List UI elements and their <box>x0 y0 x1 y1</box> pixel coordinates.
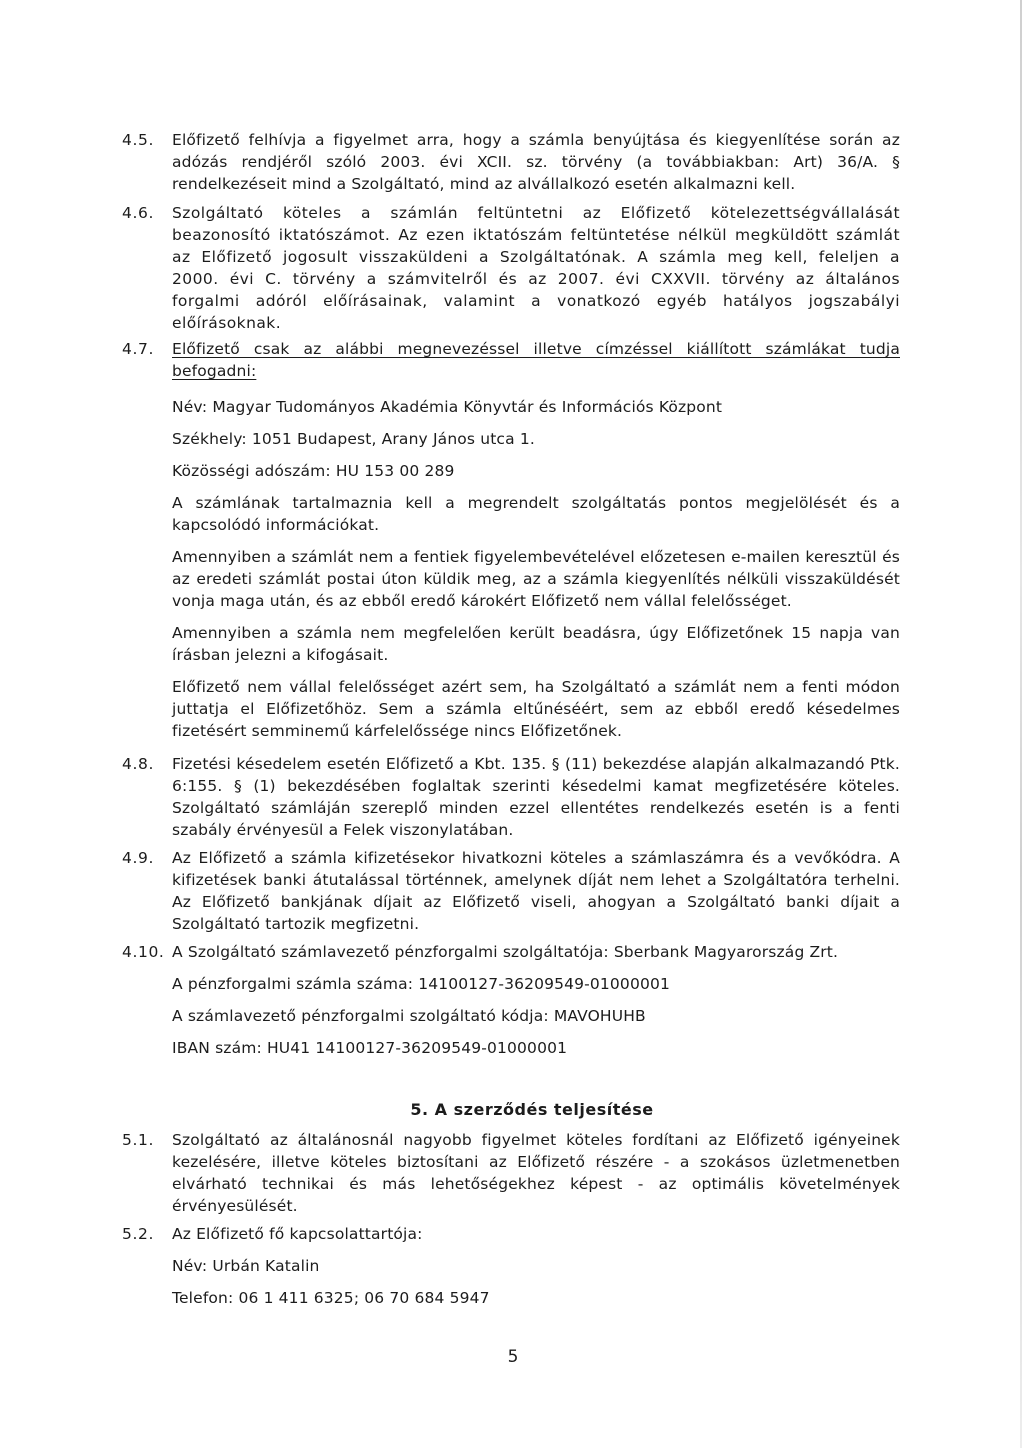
section-body <box>172 338 900 742</box>
invoice-address-intro: Előfizető csak az alábbi megnevezéssel illetve címzéssel kiállított számlákat tudja befogadni: <box>172 340 900 380</box>
account-number: A pénzforgalmi számla száma: 14100127-36209549-01000001 <box>172 975 670 993</box>
page-number-text: 5 <box>507 1347 519 1367</box>
section-body <box>172 941 900 1059</box>
paragraph: Előfizető felhívja a figyelmet arra, hogy a számla benyújtása és kiegyenlítése során az adózás rendjéről szóló 2003. évi XCII. sz. törvény (a továbbiakban: Art) 36/A. § rendelkezéseit mind a Szolgáltató, mind az alvállalkozó esetén alkalmazni kell. <box>172 131 900 193</box>
section-body <box>172 1129 900 1217</box>
section-number: 5.2. <box>122 1225 154 1243</box>
paragraph: Szolgáltató az általánosnál nagyobb figyelmet köteles fordítani az Előfizető igényeinek kezelésére, illetve köteles biztosítani az Előfizető részére - a szokásos üzletmenetben elvárható technikai és más lehetőségekhez képest - az optimális követelmények érvényesülését. <box>172 1131 900 1215</box>
paragraph: Amennyiben a számla nem megfelelően került beadásra, úgy Előfizetőnek 15 napja van írásban jelezni a kifogásait. <box>172 624 900 664</box>
paragraph: Az Előfizető a számla kifizetésekor hivatkozni köteles a számlaszámra és a vevőkódra. A kifizetések banki átutalással történnek, amelynek díját nem lehet a Szolgáltatóra terhelni. Az Előfizető bankjának díjait az Előfizető viseli, ahogyan a Szolgáltató banki díjait a Szolgáltató tartozik megfizetni. <box>172 849 900 933</box>
section-number: 4.10. <box>122 943 165 961</box>
paragraph: Fizetési késedelem esetén Előfizető a Kbt. 135. § (11) bekezdése alapján alkalmazandó Ptk. 6:155. § (1) bekezdésében foglaltak szerinti késedelmi kamat megfizetésére köteles. Szolgáltató számláján szereplő minden ezzel ellentétes rendelkezés esetén is a fenti szabály érvényesül a Felek viszonylatában. <box>172 755 900 839</box>
section-heading <box>0 1100 1024 1119</box>
section-body <box>172 129 900 195</box>
bank-provider: A Szolgáltató számlavezető pénzforgalmi szolgáltatója: Sberbank Magyarország Zrt. <box>172 943 839 961</box>
section-number: 4.8. <box>122 755 154 773</box>
invoice-name: Név: Magyar Tudományos Akadémia Könyvtár és Információs Központ <box>172 398 723 416</box>
section-number: 4.9. <box>122 849 154 867</box>
contact-intro: Az Előfizető fő kapcsolattartója: <box>172 1225 423 1243</box>
section-number: 4.5. <box>122 131 154 149</box>
paragraph: Előfizető nem vállal felelősséget azért sem, ha Szolgáltató a számlát nem a fenti módon juttatja el Előfizetőhöz. Sem a számla eltűnéséért, sem az ebből eredő késedelmes fizetésért semminemű kárfelelőssége nincs Előfizetőnek. <box>172 678 900 740</box>
section-body <box>172 1223 900 1309</box>
section-body <box>172 753 900 841</box>
section-number: 4.7. <box>122 340 154 358</box>
section-body <box>172 847 900 935</box>
section-number: 5.1. <box>122 1131 154 1149</box>
heading-text: 5. A szerződés teljesítése <box>410 1100 654 1119</box>
contact-name: Név: Urbán Katalin <box>172 1257 320 1275</box>
paragraph: Szolgáltató köteles a számlán feltüntetni az Előfizető kötelezettségvállalását beazonosító iktatószámot. Az ezen iktatószám feltüntetése nélkül megküldött számlát az Előfizető jogosult visszaküldeni a Szolgáltatónak. A számla meg kell, feleljen a 2000. évi C. törvény a számvitelről és az 2007. évi CXXVII. törvény az általános forgalmi adóról előírásainak, valamint a vonatkozó egyéb hatályos jogszabályi előírásoknak. <box>172 204 900 332</box>
invoice-tax-number: Közösségi adószám: HU 153 00 289 <box>172 462 455 480</box>
bank-code: A számlavezető pénzforgalmi szolgáltató kódja: MAVOHUHB <box>172 1007 646 1025</box>
iban: IBAN szám: HU41 14100127-36209549-01000001 <box>172 1039 568 1057</box>
page-number <box>0 1347 1024 1367</box>
invoice-seat: Székhely: 1051 Budapest, Arany János utca 1. <box>172 430 535 448</box>
scan-edge <box>1020 0 1022 1448</box>
section-number: 4.6. <box>122 204 154 222</box>
contact-phone: Telefon: 06 1 411 6325; 06 70 684 5947 <box>172 1289 490 1307</box>
section-body <box>172 202 900 334</box>
paragraph: Amennyiben a számlát nem a fentiek figyelembevételével előzetesen e-mailen keresztül és az eredeti számlát postai úton küldik meg, az a számla kiegyenlítés nélküli visszaküldését vonja maga után, és az ebből eredő károkért Előfizető nem vállal felelősséget. <box>172 548 900 610</box>
paragraph: A számlának tartalmaznia kell a megrendelt szolgáltatás pontos megjelölését és a kapcsolódó információkat. <box>172 494 900 534</box>
